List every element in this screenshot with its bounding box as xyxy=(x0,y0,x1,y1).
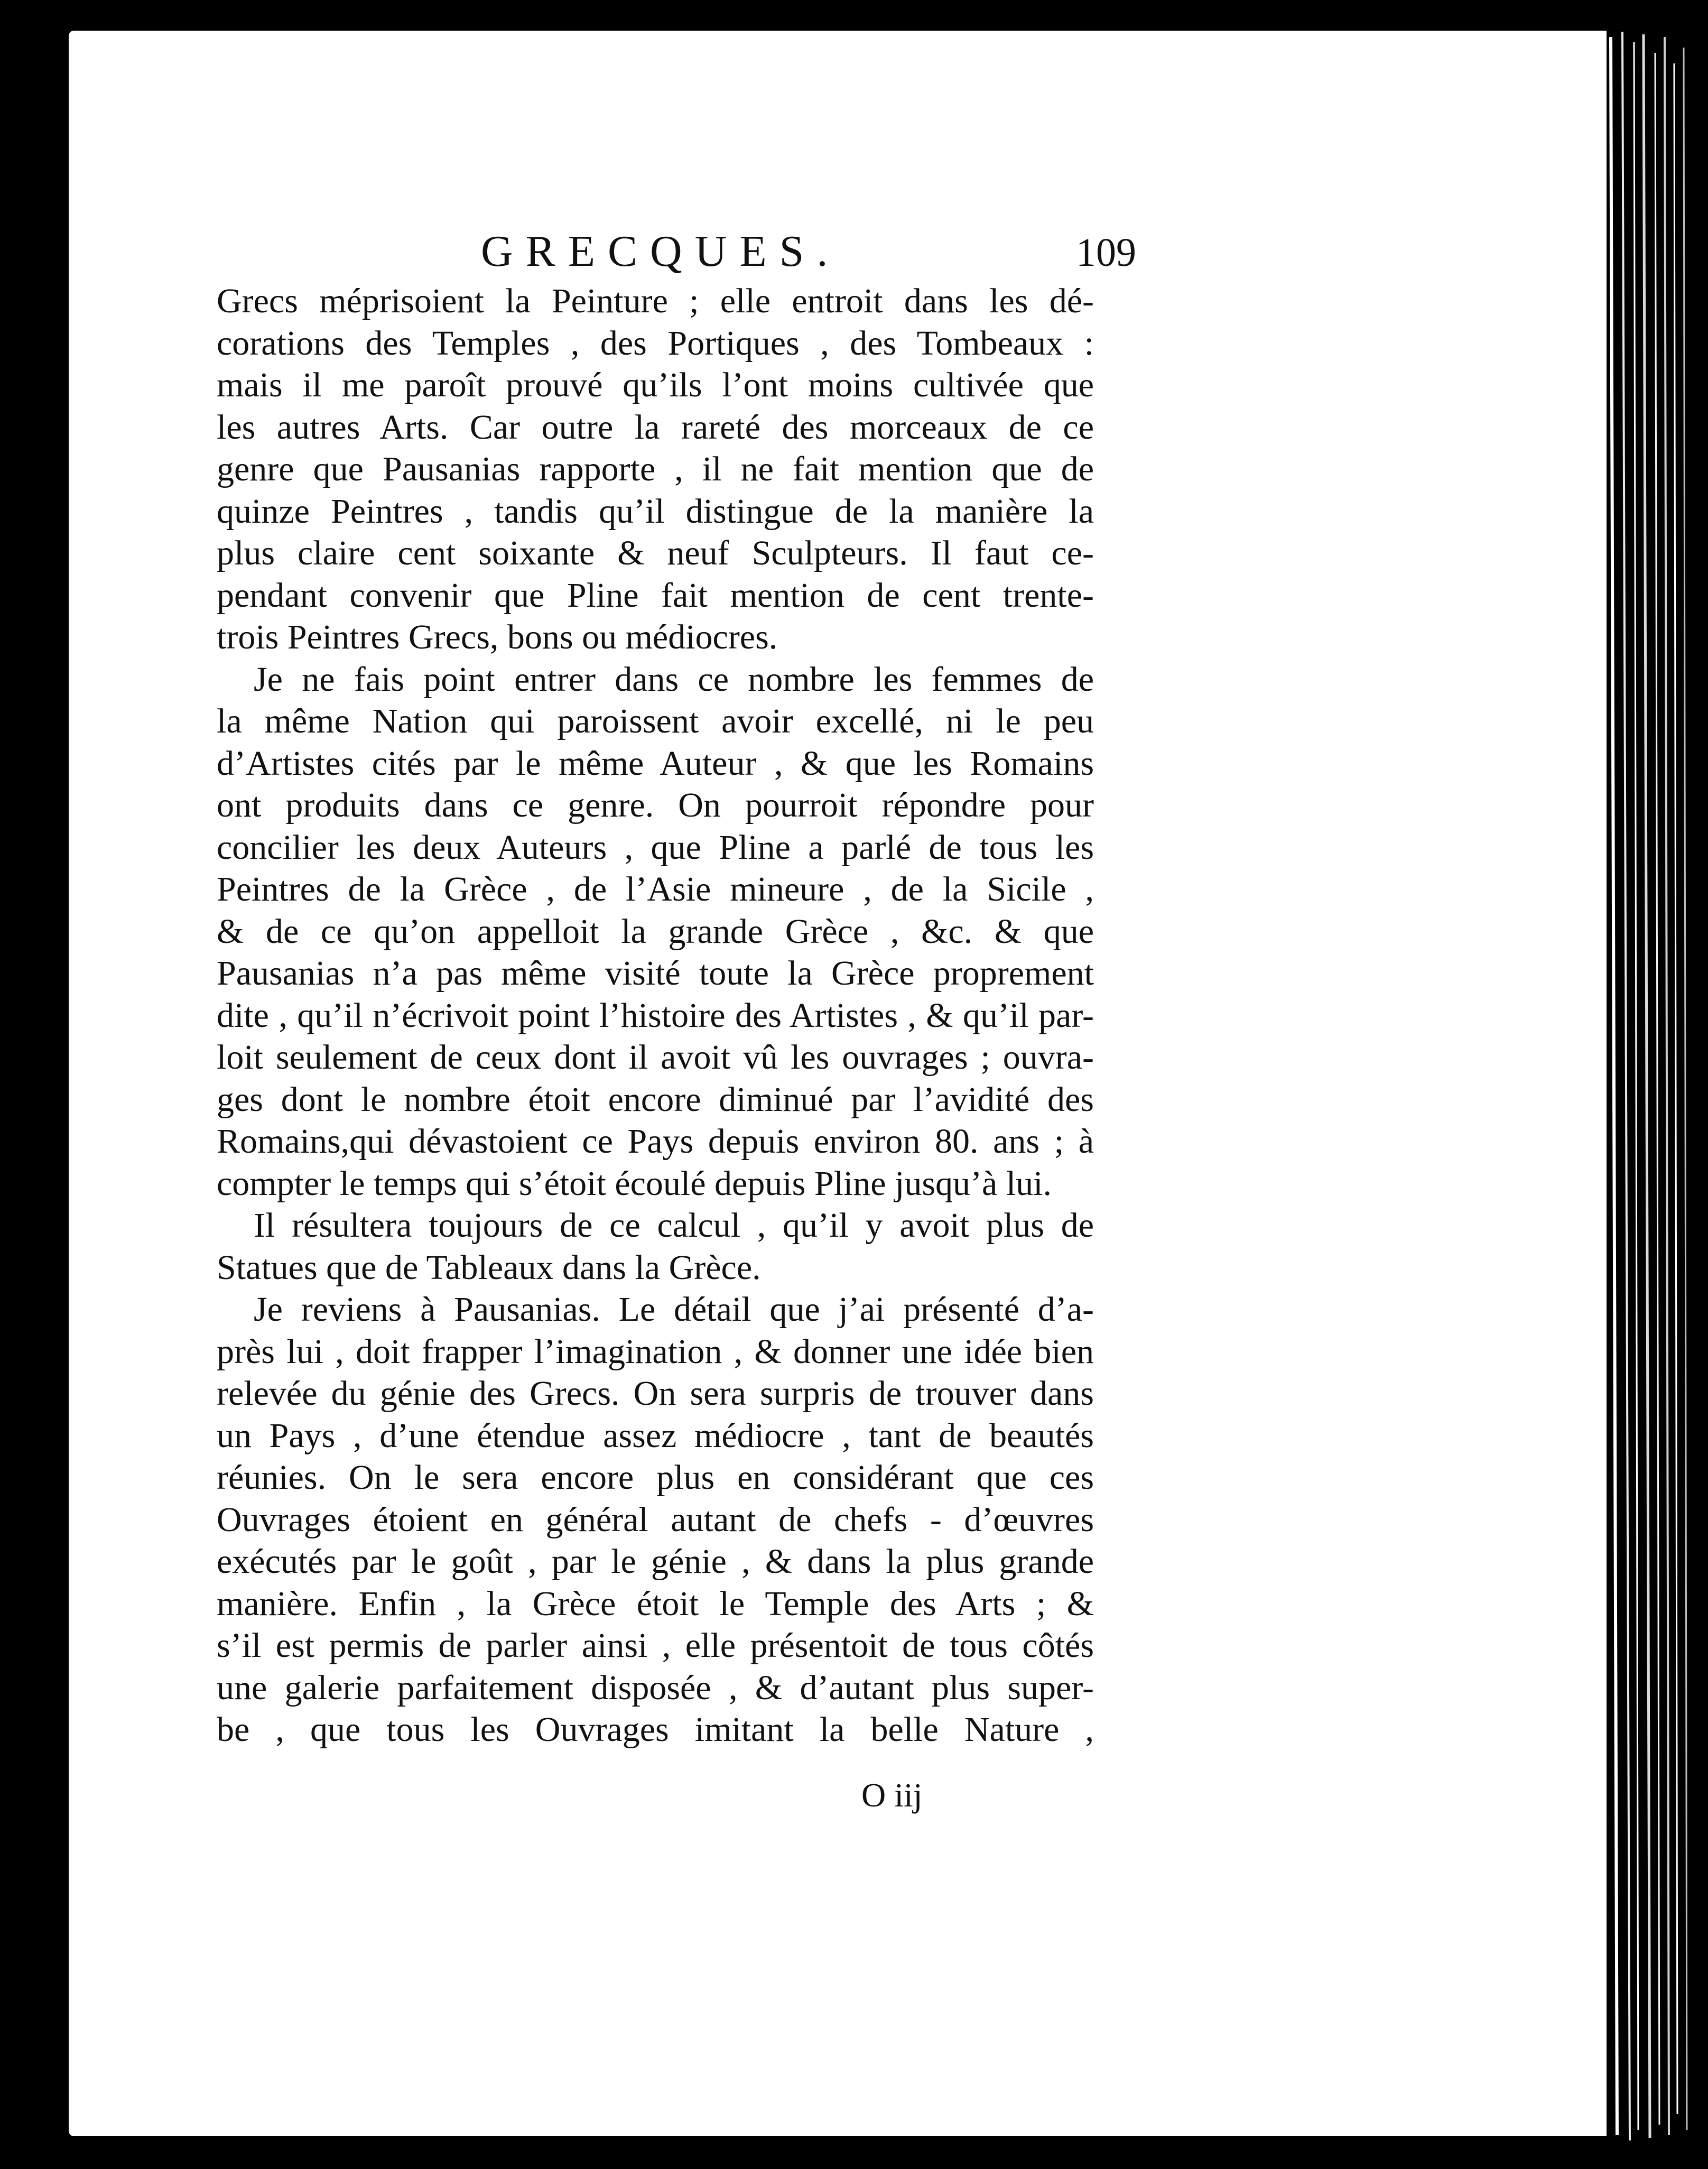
body-text xyxy=(217,280,1094,1751)
text-line: Grecs méprisoient la Peinture ; elle entroit dans les dé- xyxy=(217,282,1094,320)
text-line: pendant convenir que Pline fait mention de cent trente- xyxy=(217,576,1094,615)
text-line: s’il est permis de parler ainsi , elle présentoit de tous côtés xyxy=(217,1626,1094,1665)
text-line: exécutés par le goût , par le génie , & dans la plus grande xyxy=(217,1542,1094,1581)
text-line: une galerie parfaitement disposée , & d’autant plus super- xyxy=(217,1668,1094,1707)
text-line: réunies. On le sera encore plus en considérant que ces xyxy=(217,1458,1094,1497)
text-line: plus claire cent soixante & neuf Sculpteurs. Il faut ce- xyxy=(217,534,1094,572)
running-head-title: GRECQUES. xyxy=(481,227,841,276)
signature-mark: O iij xyxy=(861,1776,923,1814)
text-line: la même Nation qui paroissent avoir excellé, ni le peu xyxy=(217,702,1094,740)
text-line: quinze Peintres , tandis qu’il distingue de la manière la xyxy=(217,492,1094,531)
text-line: ges dont le nombre étoit encore diminué par l’avidité des xyxy=(217,1080,1094,1119)
text-line: ont produits dans ce genre. On pourroit répondre pour xyxy=(217,786,1094,824)
page-edges-decoration xyxy=(1607,21,1704,2146)
running-head xyxy=(217,219,1157,277)
text-line: compter le temps qui s’étoit écoulé depuis Pline jusqu’à lui. xyxy=(217,1164,1052,1203)
text-line: Statues que de Tableaux dans la Grèce. xyxy=(217,1248,761,1287)
text-line: corations des Temples , des Portiques , des Tombeaux : xyxy=(217,323,1094,363)
text-line: mais il me paroît prouvé qu’ils l’ont moins cultivée que xyxy=(217,366,1094,404)
text-line: près lui , doit frapper l’imagination , & donner une idée bien xyxy=(217,1332,1094,1371)
text-line: Je reviens à Pausanias. Le détail que j’ai présenté d’a- xyxy=(254,1290,1094,1329)
text-line: dite , qu’il n’écrivoit point l’histoire des Artistes , & qu’il par- xyxy=(217,996,1094,1035)
text-line: & de ce qu’on appelloit la grande Grèce , &c. & que xyxy=(217,912,1094,951)
text-line: un Pays , d’une étendue assez médiocre , tant de beautés xyxy=(217,1416,1094,1455)
text-line: loit seulement de ceux dont il avoit vû les ouvrages ; ouvra- xyxy=(217,1038,1094,1077)
text-line: Ouvrages étoient en général autant de chefs - d’œuvres xyxy=(217,1500,1094,1539)
text-line: les autres Arts. Car outre la rareté des morceaux de ce xyxy=(217,407,1094,447)
text-line: relevée du génie des Grecs. On sera surpris de trouver dans xyxy=(217,1374,1094,1413)
text-line: genre que Pausanias rapporte , il ne fait mention que de xyxy=(217,450,1094,488)
text-line: Peintres de la Grèce , de l’Asie mineure , de la Sicile , xyxy=(217,870,1094,909)
page-number: 109 xyxy=(1076,230,1136,275)
text-line: manière. Enfin , la Grèce étoit le Temple des Arts ; & xyxy=(217,1584,1094,1623)
text-line: be , que tous les Ouvrages imitant la belle Nature , xyxy=(217,1710,1094,1749)
text-line: Je ne fais point entrer dans ce nombre les femmes de xyxy=(254,660,1094,699)
text-line: trois Peintres Grecs, bons ou médiocres. xyxy=(217,618,778,656)
text-line: d’Artistes cités par le même Auteur , & que les Romains xyxy=(217,744,1094,783)
text-line: Romains,qui dévastoient ce Pays depuis environ 80. ans ; à xyxy=(217,1122,1094,1161)
text-line: concilier les deux Auteurs , que Pline a parlé de tous les xyxy=(217,828,1094,867)
text-line: Pausanias n’a pas même visité toute la Grèce proprement xyxy=(217,954,1094,993)
text-line: Il résultera toujours de ce calcul , qu’il y avoit plus de xyxy=(254,1206,1094,1245)
